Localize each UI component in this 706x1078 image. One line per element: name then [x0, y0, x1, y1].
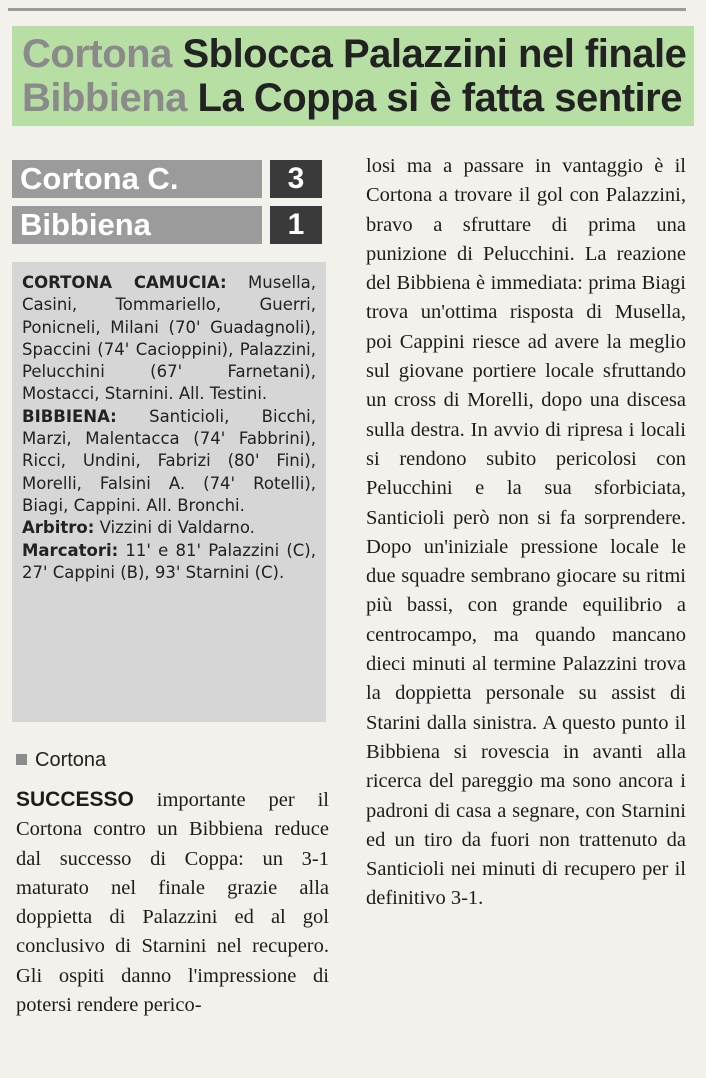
score-team-home: Cortona C.	[12, 160, 262, 198]
referee-label: Arbitro:	[22, 518, 95, 538]
lineup-home-players: Musella, Casini, Tommariello, Guerri, Ponicneli, Milani (70' Guadagnoli), Spaccini (74' Cacioppini), Palazzini, Pelucchini (67' Farnetani), Mostacci, Starnini. All. Testini.	[22, 273, 317, 404]
headline-text-1: Sblocca Palazzini nel finale	[182, 32, 687, 76]
kicker-text: Cortona	[35, 749, 107, 771]
score-goals-home: 3	[270, 160, 322, 198]
lineup-away	[22, 406, 316, 517]
article-column-right	[366, 152, 686, 914]
referee-name: Vizzini di Valdarno.	[99, 518, 255, 538]
headline-line-2	[22, 76, 684, 120]
square-bullet-icon	[16, 754, 27, 765]
article-paragraph-right: losi ma a passare in vantaggio è il Cortona a trovare il gol con Palazzini, bravo a sfruttare di prima una punizione di Pelucchini. La reazione del Bibbiena è immediata: prima Biagi trova un'ottima risposta di Musella, poi Cappini riesce ad avere la meglio sul giovane portiere locale sfruttando un cross di Morelli, dopo una discesa sulla destra. In avvio di ripresa i locali si rendono subito pericolosi con Pelucchini e la sua sforbiciata, Santicioli però non si fa sorprendere. Dopo un'iniziale pressione locale le due squadre sembrano giocare su ritmi più bassi, con grande equilibrio a centrocampo, ma quando mancano dieci minuti al termine Palazzini trova la doppietta personale su assist di Starini dalla sinistra. A questo punto il Bibbiena si rovescia in avanti alla ricerca del pareggio ma sono ancora i padroni di casa a segnare, con Starnini ed un tiro da fuori non trattenuto da Santicioli nei minuti di recupero per il definitivo 3-1.	[366, 155, 686, 910]
headline-text-2: La Coppa si è fatta sentire	[197, 76, 682, 120]
article-kicker	[16, 749, 106, 772]
scorers-list: 11' e 81' Palazzini (C), 27' Cappini (B), 93' Starnini (C).	[22, 540, 316, 582]
headline-team-home: Cortona	[22, 32, 172, 76]
referee-line	[22, 517, 316, 539]
headline-line-1	[22, 32, 687, 76]
article-paragraph-left	[16, 785, 329, 1020]
lineup-home	[22, 272, 316, 406]
score-goals-away: 1	[270, 206, 322, 244]
lineups-box	[12, 262, 326, 722]
score-team-away: Bibbiena	[12, 206, 262, 244]
headline-banner	[12, 26, 694, 126]
top-rule	[8, 8, 686, 11]
lineup-away-label: BIBBIENA:	[22, 406, 117, 426]
headline-team-away: Bibbiena	[22, 76, 187, 120]
lineup-home-label: CORTONA CAMUCIA:	[22, 273, 227, 292]
scorers-line	[22, 540, 316, 585]
article-lead-word: SUCCESSO	[16, 788, 134, 811]
article-column-left	[16, 785, 329, 1020]
lineup-away-players: Santicioli, Bicchi, Marzi, Malentacca (74' Fabbrini), Ricci, Undini, Fabrizi (80' Fini), Morelli, Falsini A. (74' Rotelli), Biagi, Cappini. All. Bronchi.	[22, 406, 317, 515]
article-left-text: importante per il Cortona contro un Bibbiena reduce dal successo di Coppa: un 3-1 maturato nel finale grazie alla doppietta di Palazzini ed al gol conclusivo di Starnini nel recupero. Gli ospiti danno l'impressione di potersi rendere perico-	[16, 789, 329, 1017]
scorers-label: Marcatori:	[22, 540, 119, 560]
